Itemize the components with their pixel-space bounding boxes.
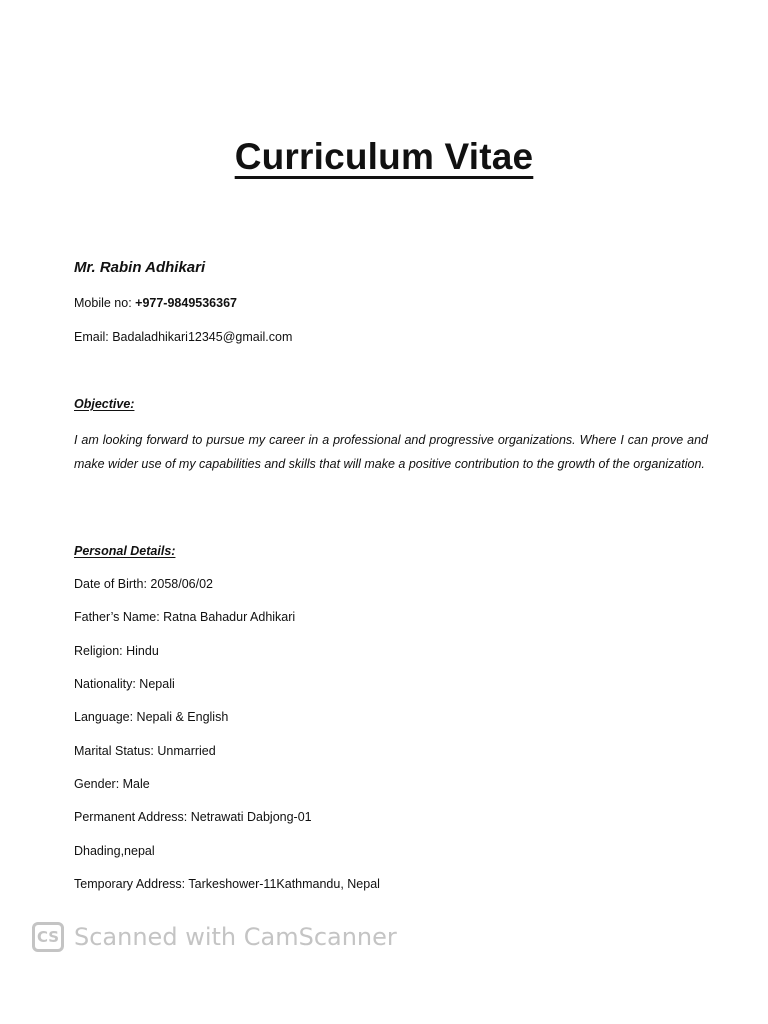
- candidate-name: Mr. Rabin Adhikari: [74, 259, 206, 276]
- detail-fathers-name: Father’s Name: Ratna Bahadur Adhikari: [74, 610, 296, 624]
- document-title: Curriculum Vitae: [234, 136, 534, 177]
- mobile-label: Mobile no:: [74, 296, 136, 310]
- objective-text: I am looking forward to pursue my career in a professional and progressive organizations. Where I can prove and make wider use of my capabilities and skills that will make a positive contribution to the growth of the organization.: [74, 433, 708, 471]
- personal-details-heading: Personal Details:: [74, 544, 176, 558]
- detail-permanent-address: Permanent Address: Netrawati Dabjong-01: [74, 810, 312, 824]
- detail-permanent-address-district: Dhading,nepal: [74, 844, 155, 858]
- detail-religion: Religion: Hindu: [74, 644, 159, 658]
- detail-gender: Gender: Male: [74, 777, 150, 791]
- camscanner-logo-icon: CS: [32, 922, 64, 952]
- detail-temporary-address: Temporary Address: Tarkeshower-11Kathmandu, Nepal: [74, 877, 380, 891]
- mobile-number: +977-9849536367: [135, 296, 237, 310]
- camscanner-watermark-text: Scanned with CamScanner: [74, 923, 397, 951]
- email-line: Email: Badaladhikari12345@gmail.com: [74, 330, 293, 344]
- detail-marital-status: Marital Status: Unmarried: [74, 744, 216, 758]
- objective-heading: Objective:: [74, 397, 135, 411]
- detail-nationality: Nationality: Nepali: [74, 677, 175, 691]
- detail-date-of-birth: Date of Birth: 2058/06/02: [74, 577, 213, 591]
- detail-language: Language: Nepali & English: [74, 710, 229, 724]
- camscanner-watermark: [32, 922, 397, 952]
- mobile-line: [74, 296, 237, 310]
